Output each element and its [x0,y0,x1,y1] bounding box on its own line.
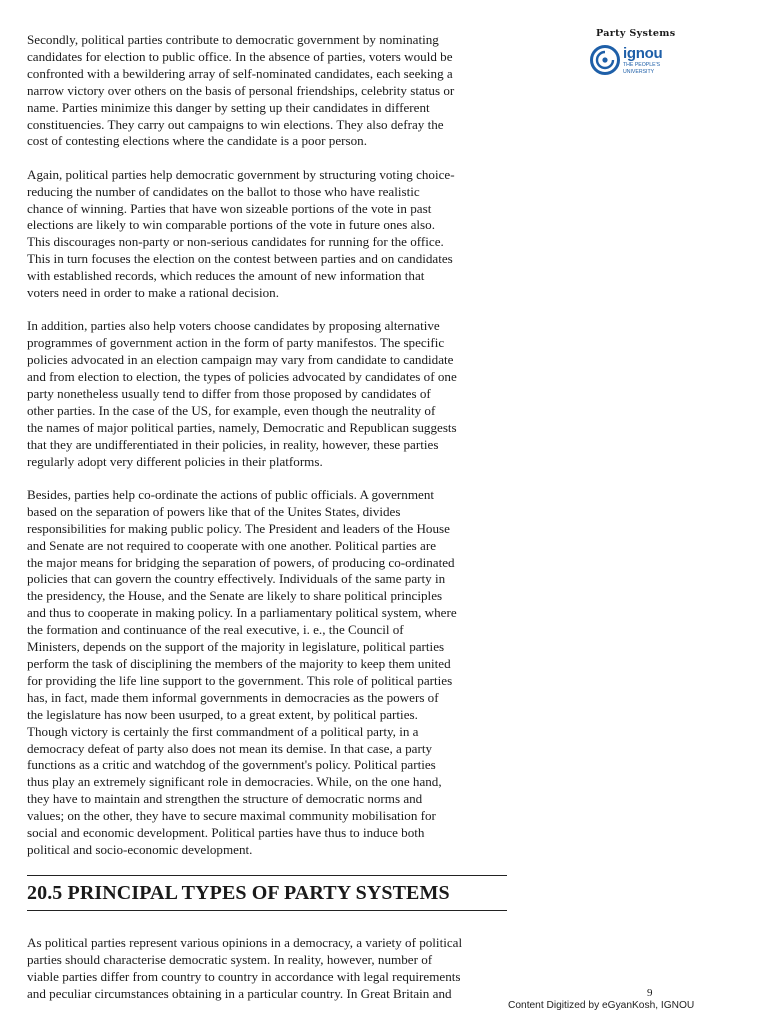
paragraph-line: chance of winning. Parties that have won sizeable portions of the vote in past [27,200,432,216]
logo-name: ignou [623,44,663,62]
paragraph-line: thus play an extremely significant role in democracies. While, on the one hand, [27,774,442,790]
paragraph-line: reducing the number of candidates on the ballot to those who have realistic [27,183,420,199]
paragraph-line: and peculiar circumstances obtaining in a particular country. In Great Britain and [27,985,452,1001]
logo-tagline-2: UNIVERSITY [623,68,655,75]
paragraph [27,32,507,150]
paragraph-line: confronted with a bewildering array of self-nominated candidates, each seeking a [27,65,453,81]
paragraph-line: Secondly, political parties contribute to democratic government by nominating [27,32,439,47]
ignou-logo-icon [590,45,620,75]
paragraph-line: and from election to election, the types of policies advocated by candidates of one [27,369,457,385]
paragraph [27,318,507,470]
paragraph-line: for providing the life line support to the government. This role of political parties [27,672,453,688]
page-body [27,32,507,1019]
paragraph-line: that they are undifferentiated in their policies, in reality, however, these parties [27,436,439,452]
paragraph-line: constituencies. They carry out campaigns to win elections. They also defray the [27,116,444,132]
paragraph-line: values; on the other, they have to secure maximal community mobilisation for [27,808,436,824]
paragraph-line: Though victory is certainly the first commandment of a political party, in a [27,723,419,739]
paragraph-line: cost of contesting elections where the candidate is a poor person. [27,133,367,149]
paragraph-line: voters need in order to make a rational decision. [27,285,279,301]
section-heading: 20.5 PRINCIPAL TYPES OF PARTY SYSTEMS [27,882,450,905]
paragraph-line: This in turn focuses the election on the contest between parties and on candidates [27,251,453,267]
paragraph-line: the presidency, the House, and the Senate are likely to share political principles [27,588,443,604]
paragraph-line: policies that can govern the country effectively. Individuals of the same party in [27,571,446,587]
ignou-logo [586,45,676,75]
paragraph-line: and Senate are not required to cooperate with one another. Political parties are [27,537,437,553]
paragraph-line: narrow victory over others on the basis of personal friendships, celebrity status or [27,82,455,98]
paragraph-line: with established records, which reduces the amount of new information that [27,268,425,284]
paragraph-line: regularly adopt very different policies in their platforms. [27,453,323,469]
paragraph-line: social and economic development. Political parties have thus to induce both [27,825,425,841]
paragraph-line: party nonetheless usually tend to differ from those proposed by candidates of [27,386,431,401]
paragraph-line: functions as a critic and watchdog of the government's policy. Political parties [27,757,436,773]
paragraph [27,167,507,302]
paragraph-line: viable parties differ from country to country in accordance with legal requirements [27,969,461,985]
paragraph-line: the names of major political parties, namely, Democratic and Republican suggests [27,419,457,435]
paragraph-line: This discourages non-party or non-serious candidates for running for the office. [27,234,444,250]
paragraph-line: perform the task of disciplining the members of the majority to keep them united [27,655,451,671]
paragraph-line: based on the separation of powers like that of the Unites States, divides [27,503,401,519]
page-number: 9 [647,987,653,999]
paragraph-line: the legislature has now been usurped, to a great extent, by political parties. [27,706,418,722]
paragraph-line: candidates for election to public office. In the absence of parties, voters would be [27,48,453,64]
paragraph-line: has, in fact, made them informal governments in democracies as the powers of [27,689,439,705]
body-text-before [27,32,507,859]
logo-tagline-1: THE PEOPLE'S [623,61,661,68]
section-header [27,875,507,911]
paragraph-line: Besides, parties help co-ordinate the actions of public officials. A government [27,486,435,502]
running-title: Party Systems [596,28,676,39]
paragraph [27,487,507,859]
paragraph [27,935,507,1003]
paragraph-line: responsibilities for making public policy. The President and leaders of the House [27,520,450,536]
footer-credit: Content Digitized by eGyanKosh, IGNOU [508,1000,695,1011]
paragraph-line: the formation and continuance of the real executive, i. e., the Council of [27,622,404,638]
paragraph-line: As political parties represent various opinions in a democracy, a variety of political [27,935,463,951]
paragraph-line: policies advocated in an election campaign may vary from candidate to candidate [27,352,454,368]
paragraph-line: programmes of government action in the form of party manifestos. The specific [27,335,445,351]
paragraph-line: democracy defeat of party also does not mean its demise. In that case, a party [27,740,433,756]
paragraph-line: parties should characterise democratic system. In reality, however, number of [27,952,433,968]
paragraph-line: Ministers, depends on the support of the majority in legislature, political parties [27,639,445,655]
paragraph-line: political and socio-economic development. [27,841,253,857]
page-header [586,28,676,75]
body-text-after [27,935,507,1003]
section-rule-bottom [27,910,507,911]
paragraph-line: In addition, parties also help voters choose candidates by proposing alternative [27,318,440,334]
paragraph-line: other parties. In the case of the US, for example, even though the neutrality of [27,402,436,418]
paragraph-line: they have to maintain and strengthen the structure of democratic norms and [27,791,423,807]
paragraph-line: and thus to cooperate in making policy. In a parliamentary political system, where [27,605,457,621]
paragraph-line: elections are likely to win comparable portions of the vote in future ones also. [27,217,435,233]
paragraph-line: Again, political parties help democratic government by structuring voting choice- [27,166,455,182]
paragraph-line: the major means for bridging the separation of powers, of producing co-ordinated [27,554,455,570]
paragraph-line: name. Parties minimize this danger by setting up their candidates in different [27,99,430,115]
